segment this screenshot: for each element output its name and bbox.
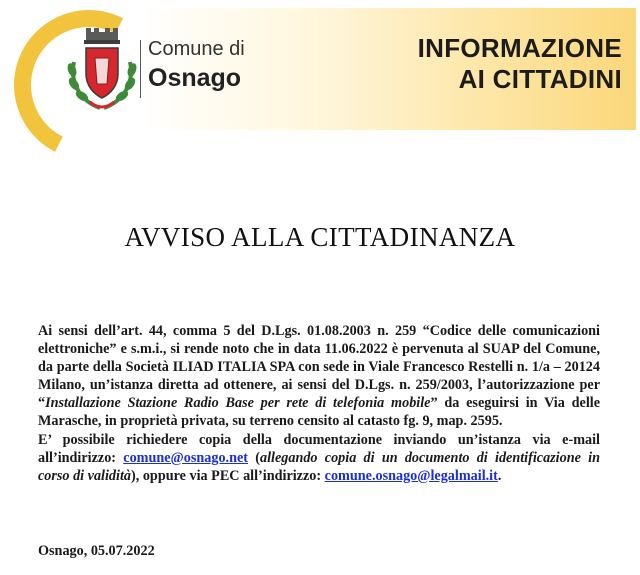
paragraph-text: Ai sensi dell’art. 44, comma 5 del D.Lgs. 01.08.2003 n. 259 “Codice delle comunicazioni elettroniche” e s.m.i., si rende noto che in data 11.06.2022 è pervenuta al SUAP del Comune, da parte della Società ILIAD ITALIA SPA con sede in Viale Francesco Restelli n. 1/a – 20124 Milano, un’istanza diretta ad ottenere, ai sensi del D.Lgs. n. 259/2003, l’autorizzazione per “	[38, 323, 600, 412]
paragraph-text: E’ possibile richiedere copia della documentazione inviando un’istanza via e-mail all’indirizzo:	[38, 431, 600, 466]
pec-email-link[interactable]: comune.osnago@legalmail.it	[324, 467, 498, 484]
paragraph-text: ” da eseguirsi in Via delle Marasche, in proprietà privata, su terreno censito al catasto fg. 9, map. 2595.	[38, 395, 600, 430]
paragraph-contact	[38, 431, 600, 485]
project-description: Installazione Stazione Radio Base per rete di telefonia mobile	[45, 395, 431, 412]
municipality-label: Comune di	[148, 38, 245, 60]
notice-body	[38, 322, 600, 485]
place-and-date: Osnago, 05.07.2022	[38, 543, 155, 559]
coat-of-arms-icon	[64, 28, 140, 112]
header-title-line-1: INFORMAZIONE	[417, 33, 622, 63]
header-title-line-2: AI CITTADINI	[458, 64, 622, 94]
notice-title: AVVISO ALLA CITTADINANZA	[124, 222, 516, 252]
paragraph-text: ), oppure via PEC all’indirizzo:	[131, 467, 325, 484]
header-title	[418, 33, 622, 95]
paragraph-text: (	[248, 449, 260, 466]
logo-divider	[140, 40, 141, 98]
paragraph-announcement	[38, 322, 600, 431]
paragraph-text: .	[497, 467, 502, 484]
attachment-note: allegando copia di un documento di identificazione in corso di validità	[38, 449, 600, 484]
municipality-name: Osnago	[148, 64, 242, 92]
email-link[interactable]: comune@osnago.net	[123, 449, 248, 466]
page-header	[0, 0, 640, 140]
